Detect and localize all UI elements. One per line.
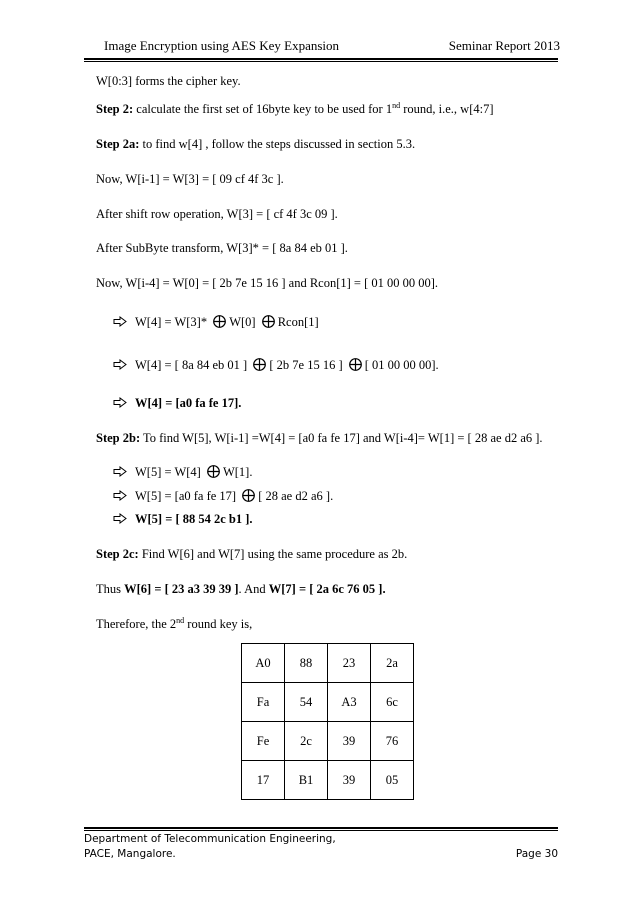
bullet-w5-result: W[5] = [ 88 54 2c b1 ].	[113, 512, 253, 527]
header-report: Seminar Report 2013	[448, 38, 560, 53]
bullet-w4-values: W[4] = [ 8a 84 eb 01 ] [ 2b 7e 15 16 ] [ 01 00 00 00].	[113, 358, 439, 373]
step-2a-label: Step 2a:	[96, 137, 140, 151]
step-2c-line: Step 2c: Find W[6] and W[7] using the same procedure as 2b.	[96, 547, 408, 561]
w3-line: Now, W[i-1] = W[3] = [ 09 cf 4f 3c ].	[96, 172, 284, 186]
table-cell: 88	[285, 644, 328, 683]
round-key-table	[241, 643, 414, 800]
bullet-w5-formula: W[5] = W[4] W[1].	[113, 465, 252, 480]
table-row	[242, 683, 414, 722]
step-2a-line: Step 2a: to find w[4] , follow the steps discussed in section 5.3.	[96, 137, 416, 151]
xor-icon	[242, 489, 255, 502]
table-cell: 2c	[285, 722, 328, 761]
cipher-key-line: W[0:3] forms the cipher key.	[96, 74, 241, 88]
page-number: Page 30	[515, 848, 558, 860]
header-rule	[84, 58, 558, 60]
right-arrow-icon	[113, 315, 129, 330]
header-title: Image Encryption using AES Key Expansion	[104, 38, 340, 53]
bullet-w4-formula: W[4] = W[3]* W[0] Rcon[1]	[113, 315, 319, 330]
right-arrow-icon	[113, 512, 129, 527]
step-2b-line: Step 2b: To find W[5], W[i-1] =W[4] = [a0 fa fe 17] and W[i-4]= W[1] = [ 28 ae d2 a6 ].	[96, 431, 543, 445]
step-2c-label: Step 2c:	[96, 547, 139, 561]
footer-department: Department of Telecommunication Engineering,	[84, 833, 336, 845]
footer-rule-thin	[84, 830, 558, 831]
right-arrow-icon	[113, 358, 129, 373]
bullet-w5-values: W[5] = [a0 fa fe 17] [ 28 ae d2 a6 ].	[113, 489, 333, 504]
table-cell: 76	[371, 722, 414, 761]
right-arrow-icon	[113, 465, 129, 480]
xor-icon	[253, 358, 266, 371]
table-cell: Fa	[242, 683, 285, 722]
step-2-line: Step 2: calculate the first set of 16byte key to be used for 1nd round, i.e., w[4:7]	[96, 100, 494, 116]
table-cell: B1	[285, 761, 328, 800]
table-cell: A0	[242, 644, 285, 683]
table-cell: A3	[328, 683, 371, 722]
table-cell: 54	[285, 683, 328, 722]
right-arrow-icon	[113, 489, 129, 504]
xor-icon	[207, 465, 220, 478]
xor-icon	[262, 315, 275, 328]
table-cell: Fe	[242, 722, 285, 761]
table-row	[242, 644, 414, 683]
table-cell: 05	[371, 761, 414, 800]
table-row	[242, 722, 414, 761]
footer-college: PACE, Mangalore.	[84, 848, 176, 860]
step-2-label: Step 2:	[96, 102, 134, 116]
xor-icon	[349, 358, 362, 371]
bullet-w4-result: W[4] = [a0 fa fe 17].	[113, 396, 241, 411]
xor-icon	[213, 315, 226, 328]
table-cell: 2a	[371, 644, 414, 683]
table-row	[242, 761, 414, 800]
shift-row-line: After shift row operation, W[3] = [ cf 4f 3c 09 ].	[96, 207, 338, 221]
w6-w7-line: Thus W[6] = [ 23 a3 39 39 ]. And W[7] = [ 2a 6c 76 05 ].	[96, 582, 386, 596]
table-cell: 17	[242, 761, 285, 800]
table-cell: 39	[328, 761, 371, 800]
footer-rule	[84, 827, 558, 829]
right-arrow-icon	[113, 396, 129, 411]
w0-rcon-line: Now, W[i-4] = W[0] = [ 2b 7e 15 16 ] and Rcon[1] = [ 01 00 00 00].	[96, 276, 439, 290]
header-rule-thin	[84, 61, 558, 62]
table-cell: 39	[328, 722, 371, 761]
table-cell: 23	[328, 644, 371, 683]
subbyte-line: After SubByte transform, W[3]* = [ 8a 84 eb 01 ].	[96, 241, 348, 255]
round-key-intro: Therefore, the 2nd round key is,	[96, 615, 253, 631]
table-cell: 6c	[371, 683, 414, 722]
step-2b-label: Step 2b:	[96, 431, 141, 445]
